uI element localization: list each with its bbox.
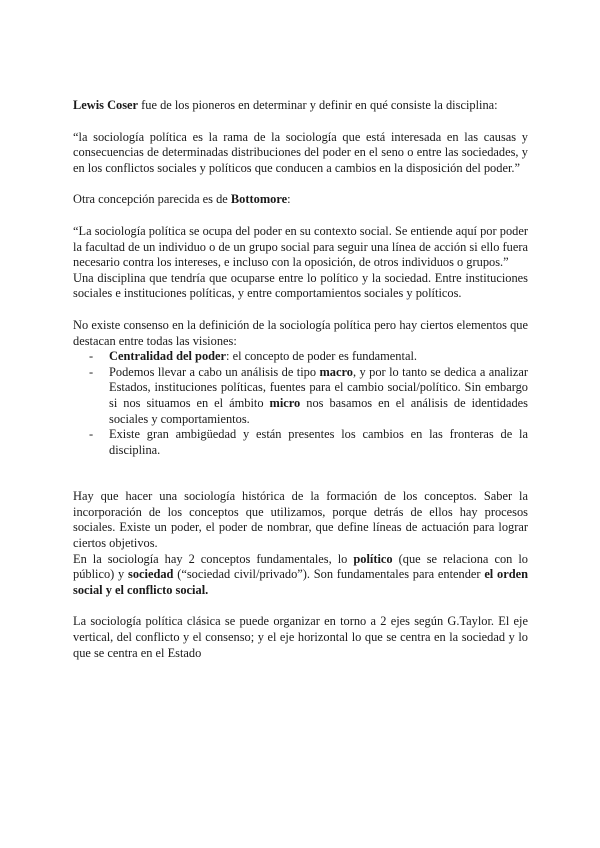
bottomore-name: Bottomore	[230, 192, 288, 207]
orden-conflicto-term: el orden social y el conflicto social.	[73, 567, 528, 597]
list-item	[73, 427, 528, 458]
dash-bullet: -	[89, 427, 94, 442]
concepts-text: (que se relaciona con lo público) y	[73, 551, 528, 582]
discipline-paragraph: Una disciplina que tendría que ocuparse entre lo político y la sociedad. Entre instituciones sociales e instituciones políticas, y entre comportamientos sociales y políticos.	[73, 270, 528, 301]
list-item-text: Podemos llevar a cabo un análisis de tipo	[109, 364, 320, 379]
bottomore-intro-text: Otra concepción parecida es de	[73, 192, 231, 207]
centralidad-term: Centralidad del poder	[109, 349, 227, 364]
document-page	[73, 98, 528, 661]
dash-bullet: -	[89, 349, 94, 364]
dash-bullet: -	[89, 364, 94, 379]
coser-intro-paragraph	[73, 98, 528, 114]
politico-term: político	[353, 551, 393, 566]
list-item	[73, 365, 528, 427]
concepts-paragraph	[73, 552, 528, 599]
coser-quote: “la sociología política es la rama de la sociología que está interesada en las causas y consecuencias de determinadas distribuciones del poder en el seno o entre las sociedades, y en los conflictos sociales y políticos que conducen a cambios en la disposición del poder.”	[73, 129, 528, 175]
elements-list	[73, 349, 528, 458]
coser-name: Lewis Coser	[73, 98, 139, 112]
list-item	[73, 349, 528, 365]
list-item-text: nos basamos en el análisis de identidades sociales y comportamientos.	[109, 395, 528, 426]
list-item-text: Existe gran ambigüedad y están presentes los cambios en las fronteras de la disciplina.	[109, 427, 528, 457]
bottomore-intro-colon: :	[287, 192, 291, 207]
bottomore-intro-paragraph	[73, 192, 528, 208]
historical-sociology-paragraph: Hay que hacer una sociología histórica de la formación de los conceptos. Saber la incorporación de los conceptos que utilizamos, porque detrás de ellos hay procesos sociales. Existe un poder, el poder de nombrar, que define líneas de actuación para lograr ciertos objetivos.	[73, 489, 528, 551]
bottomore-quote: “La sociología política se ocupa del poder en su contexto social. Se entiende aquí por poder la facultad de un individuo o de un grupo social para seguir una línea de acción si ello fuera necesario contra los intereses, e incluso con la oposición, de otros individuos o grupos.”	[73, 223, 528, 270]
concepts-text: (“sociedad civil/privado”). Son fundamentales para entender	[173, 567, 485, 582]
sociedad-term: sociedad	[128, 567, 174, 582]
consensus-paragraph: No existe consenso en la definición de la sociología política pero hay ciertos elementos que destacan entre todas las visiones:	[73, 317, 528, 348]
list-item-text: : el concepto de poder es fundamental.	[226, 349, 417, 364]
list-item-text: , y por lo tanto se dedica a analizar Estados, instituciones políticas, fuentes para el cambio social/político. Sin embargo si nos situamos en el ámbito	[109, 364, 528, 410]
concepts-text: En la sociología hay 2 conceptos fundamentales, lo	[73, 551, 354, 566]
macro-term: macro	[319, 364, 353, 379]
coser-intro-text: fue de los pioneros en determinar y definir en qué consiste la disciplina:	[138, 98, 498, 112]
classic-sociology-paragraph: La sociología política clásica se puede organizar en torno a 2 ejes según G.Taylor. El eje vertical, del conflicto y el consenso; y el eje horizontal lo que se centra en la sociedad y lo que se centra en el Estado	[73, 614, 528, 660]
micro-term: micro	[269, 395, 301, 410]
